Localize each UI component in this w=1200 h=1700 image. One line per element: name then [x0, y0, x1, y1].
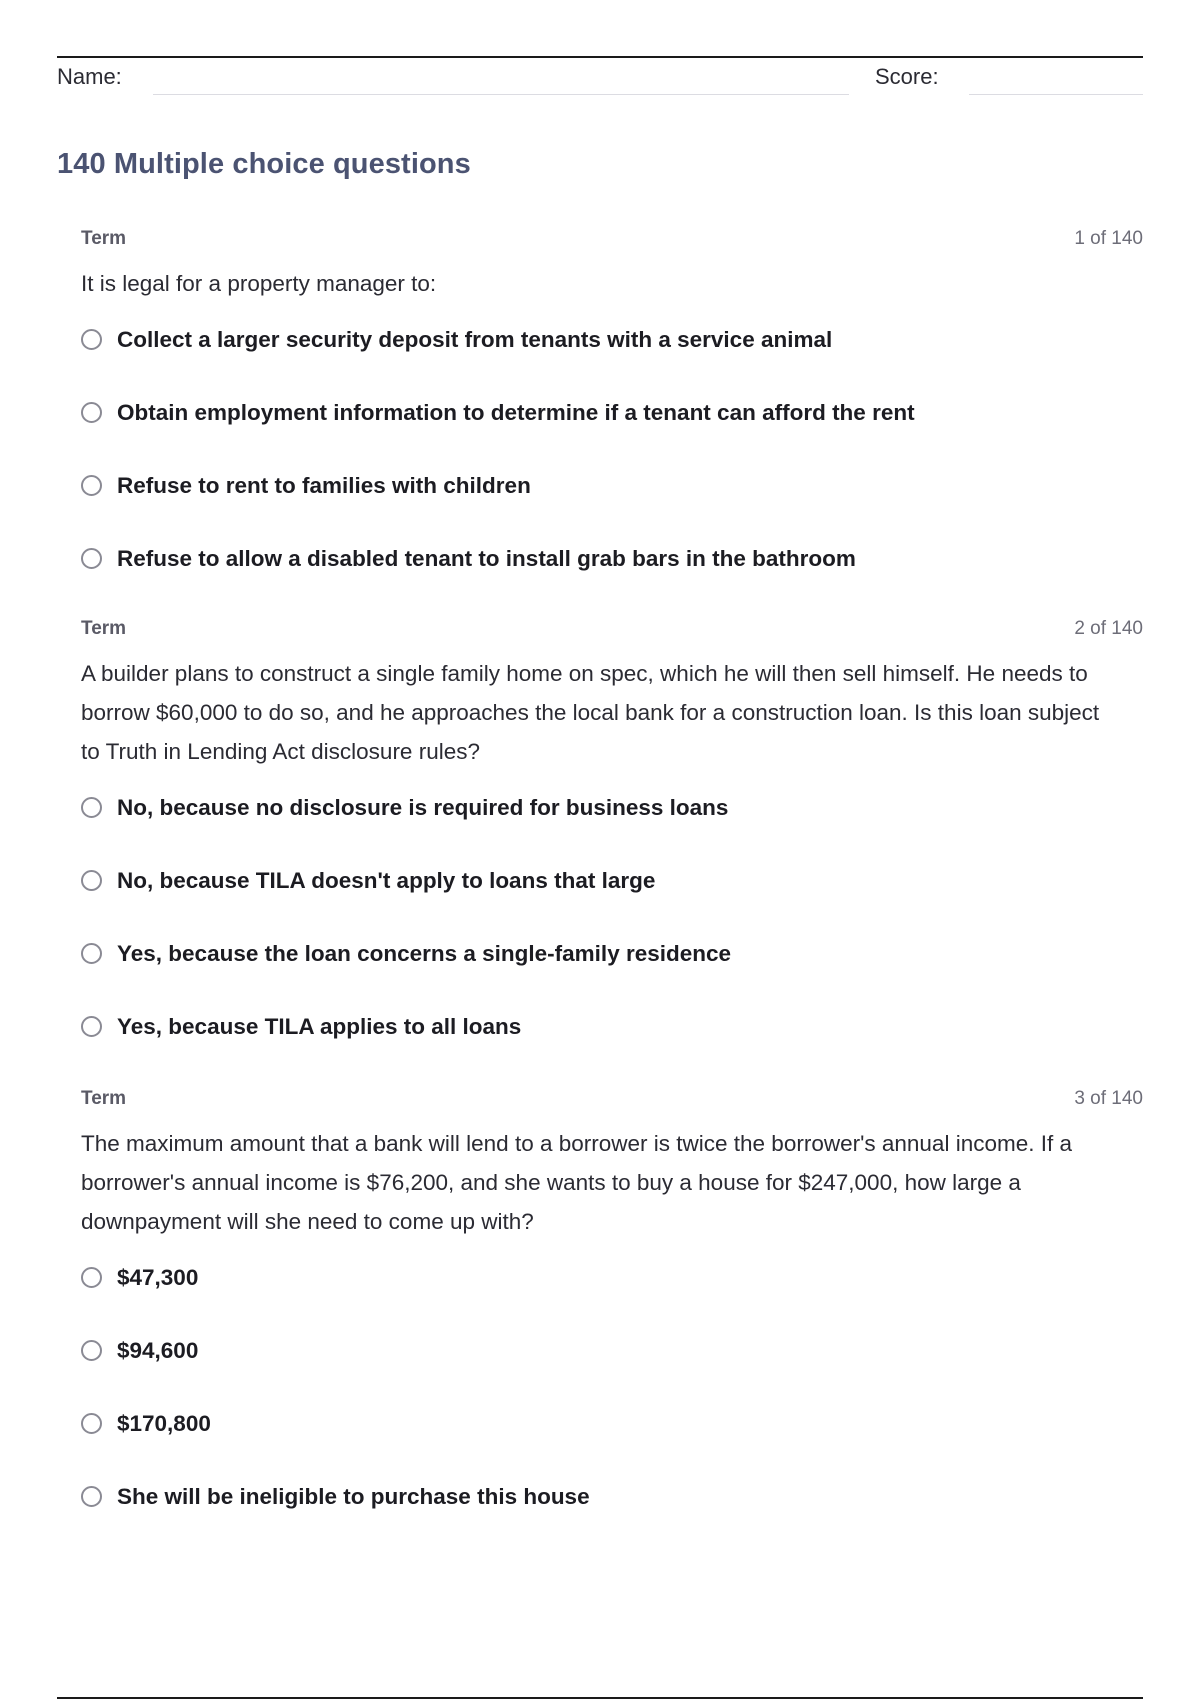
radio-button[interactable] [81, 943, 102, 964]
answer-option[interactable] [81, 844, 1143, 917]
answer-option[interactable] [81, 1460, 1143, 1533]
name-label: Name: [57, 64, 122, 89]
question-counter: 3 of 140 [1074, 1088, 1143, 1109]
top-divider [57, 56, 1143, 58]
term-label: Term [81, 618, 127, 639]
bottom-divider [57, 1697, 1143, 1699]
answer-label[interactable]: No, because no disclosure is required for business loans [117, 794, 729, 820]
answer-label[interactable]: $94,600 [117, 1337, 199, 1363]
answer-label[interactable]: Yes, because the loan concerns a single-family residence [117, 940, 732, 966]
radio-button[interactable] [81, 1267, 102, 1288]
header-row [57, 62, 1143, 98]
answer-label[interactable]: She will be ineligible to purchase this house [117, 1483, 590, 1509]
radio-button[interactable] [81, 797, 102, 818]
answer-label[interactable]: Yes, because TILA applies to all loans [117, 1013, 522, 1039]
answer-options [81, 1241, 1143, 1533]
answer-option[interactable] [81, 303, 1143, 376]
answer-label[interactable]: $170,800 [117, 1410, 211, 1436]
question-2 [81, 618, 1143, 1063]
question-1 [81, 228, 1143, 595]
answer-options [81, 771, 1143, 1063]
radio-button[interactable] [81, 329, 102, 350]
question-prompt: The maximum amount that a bank will lend to a borrower is twice the borrower's annual income. If a borrower's annual income is $76,200, and she wants to buy a house for $247,000, how large a downpayment will she need to come up with? [81, 1131, 1072, 1234]
answer-label[interactable]: Refuse to rent to families with children [117, 472, 531, 498]
answer-option[interactable] [81, 376, 1143, 449]
answer-label[interactable]: $47,300 [117, 1264, 199, 1290]
question-counter: 2 of 140 [1074, 618, 1143, 639]
answer-option[interactable] [81, 1387, 1143, 1460]
answer-label[interactable]: Collect a larger security deposit from tenants with a service animal [117, 326, 833, 352]
term-label: Term [81, 1088, 127, 1109]
question-counter: 1 of 140 [1074, 228, 1143, 249]
question-prompt: It is legal for a property manager to: [81, 271, 437, 296]
name-field-line [153, 94, 849, 95]
radio-button[interactable] [81, 870, 102, 891]
term-label: Term [81, 228, 127, 249]
radio-button[interactable] [81, 402, 102, 423]
answer-option[interactable] [81, 522, 1143, 595]
radio-button[interactable] [81, 1016, 102, 1037]
answer-option[interactable] [81, 771, 1143, 844]
answer-options [81, 303, 1143, 595]
question-3 [81, 1088, 1143, 1533]
answer-label[interactable]: Obtain employment information to determine if a tenant can afford the rent [117, 399, 915, 425]
answer-option[interactable] [81, 1314, 1143, 1387]
answer-label[interactable]: No, because TILA doesn't apply to loans that large [117, 867, 656, 893]
answer-label[interactable]: Refuse to allow a disabled tenant to install grab bars in the bathroom [117, 545, 856, 571]
answer-option[interactable] [81, 990, 1143, 1063]
radio-button[interactable] [81, 1340, 102, 1361]
radio-button[interactable] [81, 1413, 102, 1434]
answer-option[interactable] [81, 917, 1143, 990]
question-prompt: A builder plans to construct a single family home on spec, which he will then sell himself. He needs to borrow $60,000 to do so, and he approaches the local bank for a construction loan. Is this loan subject to Truth in Lending Act disclosure rules? [81, 661, 1100, 764]
score-label: Score: [875, 64, 939, 89]
worksheet-page [57, 0, 1143, 1700]
radio-button[interactable] [81, 475, 102, 496]
page-title: 140 Multiple choice questions [57, 148, 471, 180]
score-field-line [969, 94, 1143, 95]
answer-option[interactable] [81, 449, 1143, 522]
radio-button[interactable] [81, 1486, 102, 1507]
answer-option[interactable] [81, 1241, 1143, 1314]
radio-button[interactable] [81, 548, 102, 569]
